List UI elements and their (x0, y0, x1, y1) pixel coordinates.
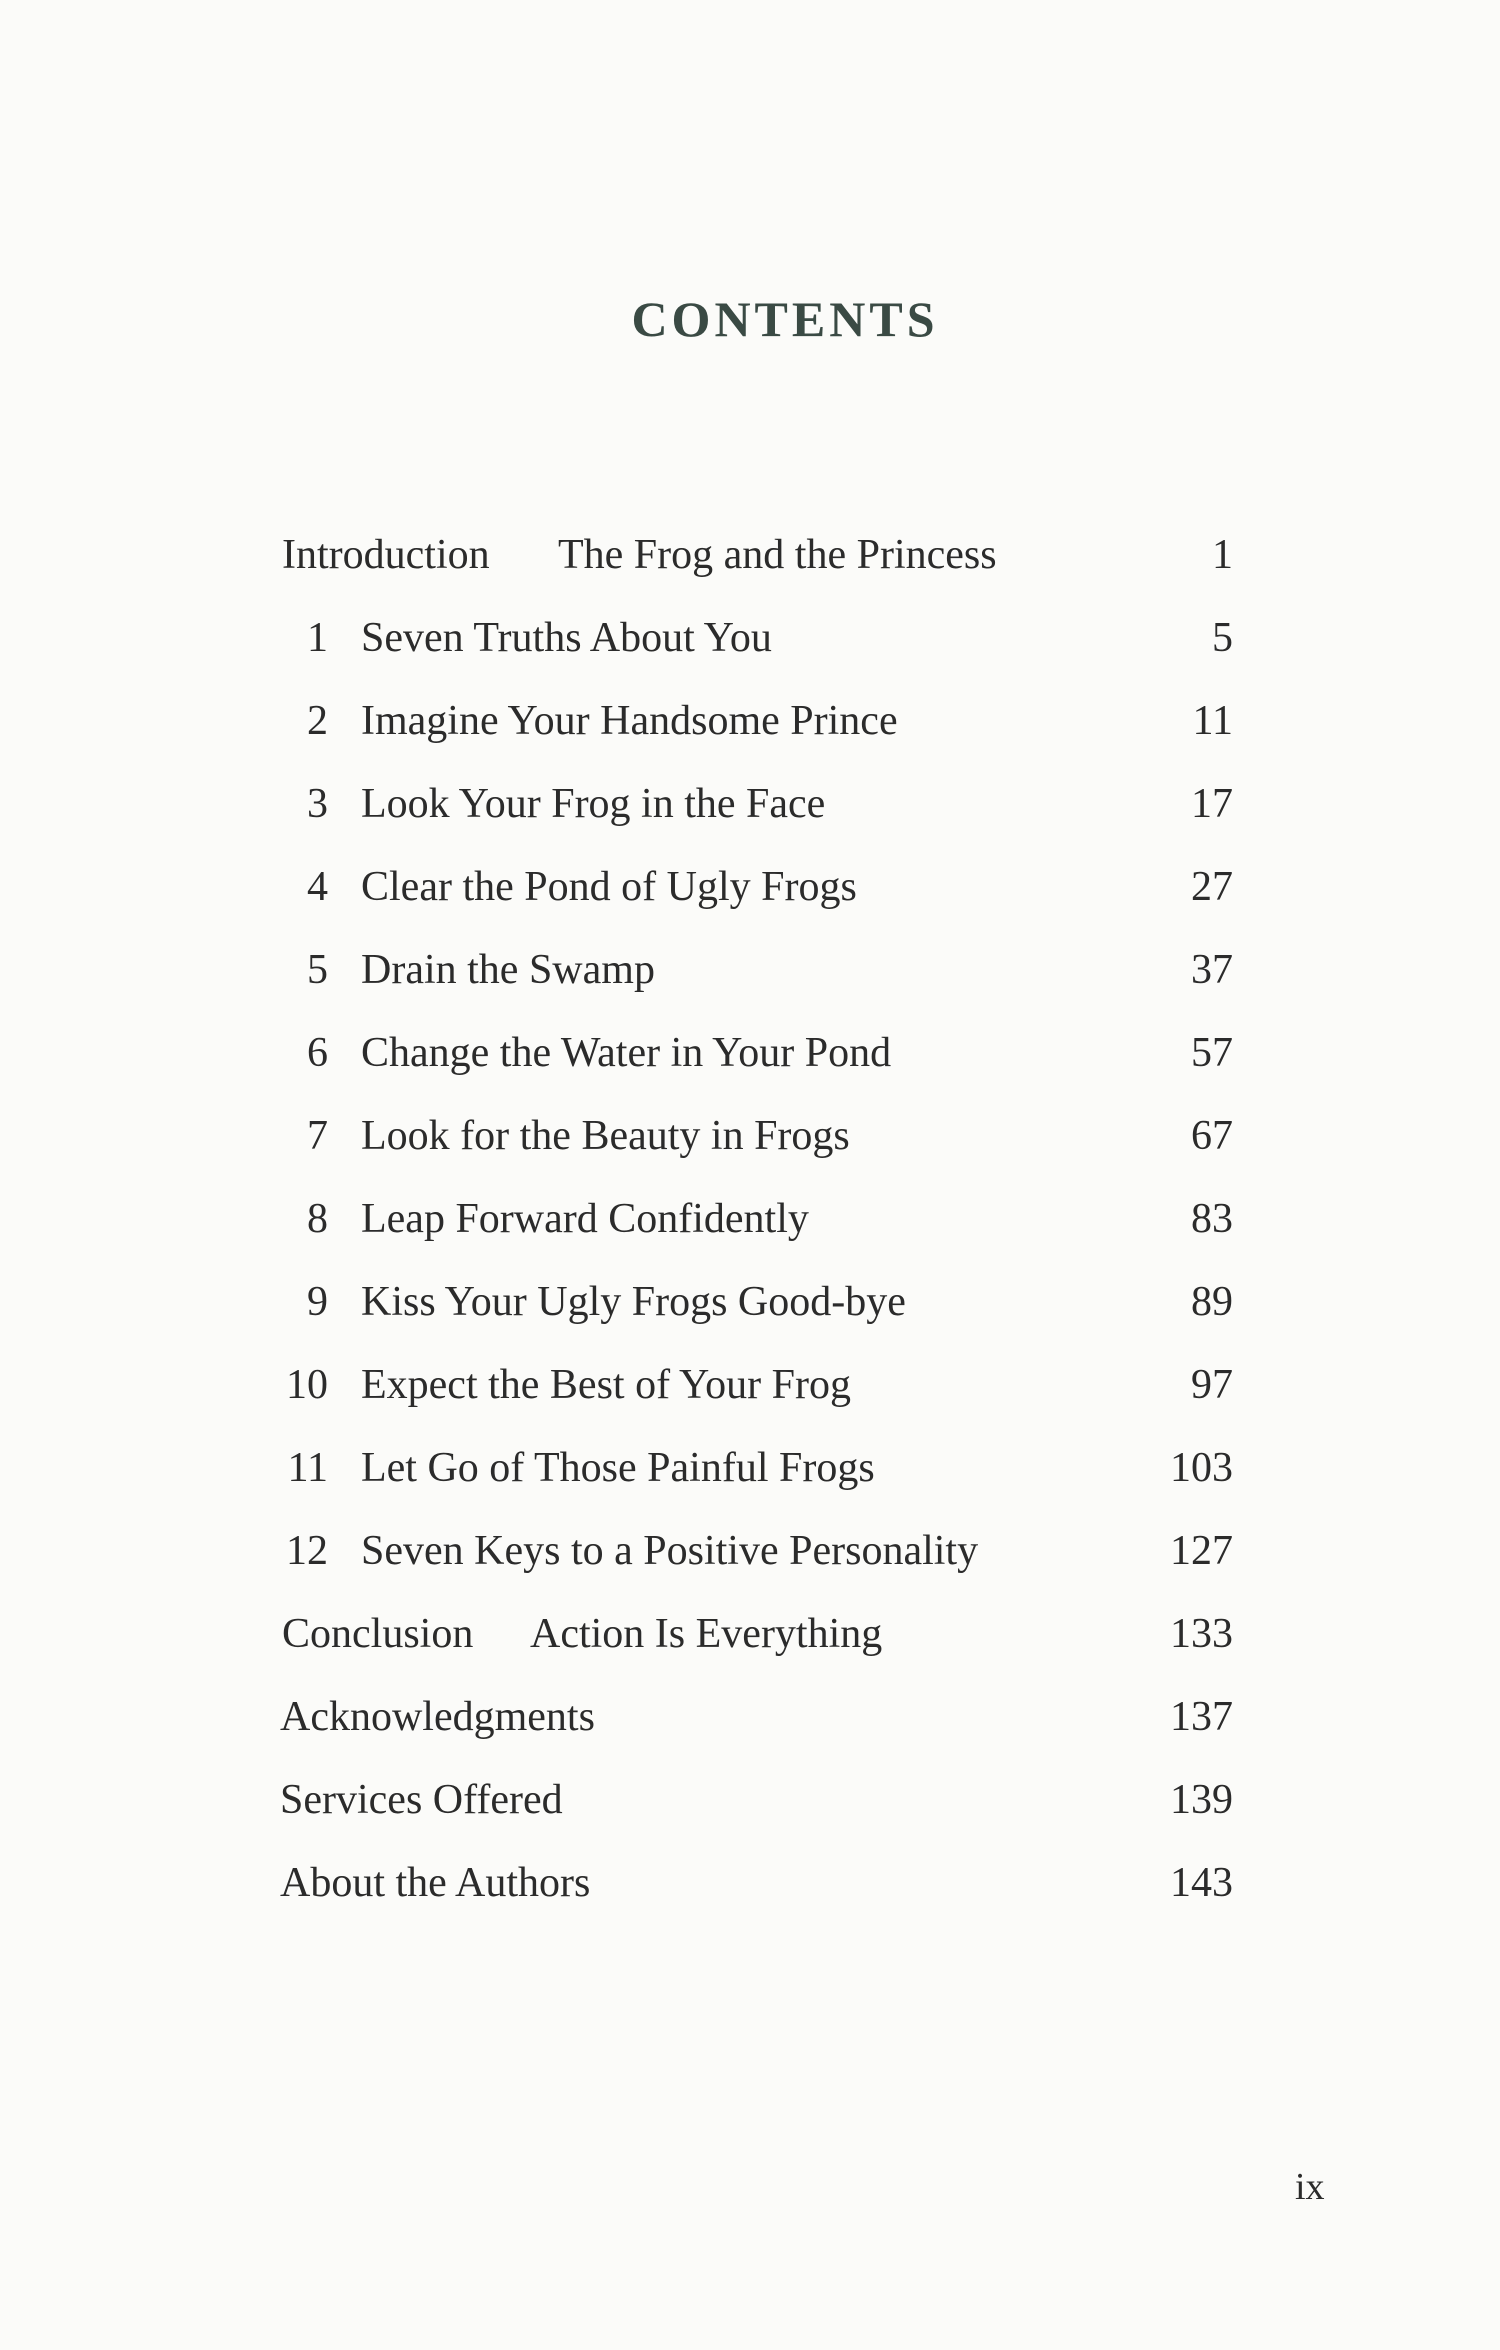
chapter-number: 5 (307, 947, 328, 993)
page-reference: 27 (1191, 864, 1233, 910)
page-reference: 137 (1170, 1694, 1233, 1740)
chapter-number: 8 (307, 1196, 328, 1242)
chapter-title: Look for the Beauty in Frogs (361, 1113, 850, 1159)
chapter-title: Change the Water in Your Pond (361, 1030, 892, 1076)
page-reference: 103 (1170, 1445, 1233, 1491)
page-title: CONTENTS (631, 291, 939, 347)
chapter-number: 11 (287, 1445, 328, 1491)
toc-entry (0, 1521, 1500, 1581)
section-prefix: Introduction (282, 532, 490, 578)
toc-entry (0, 1106, 1500, 1166)
page-reference: 1 (1212, 532, 1233, 578)
page-reference: 139 (1170, 1777, 1233, 1823)
toc-entry (0, 1355, 1500, 1415)
page-reference: 37 (1191, 947, 1233, 993)
chapter-number: 4 (307, 864, 328, 910)
toc-entry (0, 857, 1500, 917)
page-reference: 97 (1191, 1362, 1233, 1408)
page-number: ix (1295, 2166, 1325, 2208)
toc-entry (0, 1853, 1500, 1913)
page-reference: 133 (1170, 1611, 1233, 1657)
chapter-number: 7 (307, 1113, 328, 1159)
chapter-title: Drain the Swamp (361, 947, 655, 993)
toc-entry (0, 1770, 1500, 1830)
toc-entry (0, 1687, 1500, 1747)
chapter-title: Kiss Your Ugly Frogs Good-bye (361, 1279, 906, 1325)
chapter-title: Expect the Best of Your Frog (361, 1362, 851, 1408)
chapter-number: 9 (307, 1279, 328, 1325)
page-reference: 17 (1191, 781, 1233, 827)
chapter-title: Leap Forward Confidently (361, 1196, 809, 1242)
page-reference: 127 (1170, 1528, 1233, 1574)
section-title: Action Is Everything (530, 1611, 883, 1657)
page-reference: 67 (1191, 1113, 1233, 1159)
toc-entry (0, 1604, 1500, 1664)
page-reference: 11 (1192, 698, 1233, 744)
toc-entry (0, 940, 1500, 1000)
page-reference: 89 (1191, 1279, 1233, 1325)
chapter-title: Imagine Your Handsome Prince (361, 698, 898, 744)
section-title: Services Offered (280, 1777, 563, 1823)
section-title: The Frog and the Princess (558, 532, 997, 578)
section-prefix: Conclusion (282, 1611, 474, 1657)
toc-entry (0, 774, 1500, 834)
chapter-number: 1 (307, 615, 328, 661)
toc-entry (0, 525, 1500, 585)
chapter-title: Let Go of Those Painful Frogs (361, 1445, 875, 1491)
page-reference: 83 (1191, 1196, 1233, 1242)
toc-entry (0, 1438, 1500, 1498)
toc-entry (0, 608, 1500, 668)
chapter-number: 3 (307, 781, 328, 827)
toc-entry (0, 1272, 1500, 1332)
page-reference: 57 (1191, 1030, 1233, 1076)
chapter-title: Clear the Pond of Ugly Frogs (361, 864, 857, 910)
toc-entry (0, 1189, 1500, 1249)
chapter-title: Seven Truths About You (361, 615, 772, 661)
page-reference: 5 (1212, 615, 1233, 661)
toc-entry (0, 691, 1500, 751)
chapter-number: 6 (307, 1030, 328, 1076)
section-title: About the Authors (280, 1860, 591, 1906)
toc-entry (0, 1023, 1500, 1083)
chapter-title: Look Your Frog in the Face (361, 781, 826, 827)
page-reference: 143 (1170, 1860, 1233, 1906)
chapter-number: 2 (307, 698, 328, 744)
section-title: Acknowledgments (280, 1694, 595, 1740)
chapter-title: Seven Keys to a Positive Personality (361, 1528, 979, 1574)
chapter-number: 10 (286, 1362, 328, 1408)
chapter-number: 12 (286, 1528, 328, 1574)
